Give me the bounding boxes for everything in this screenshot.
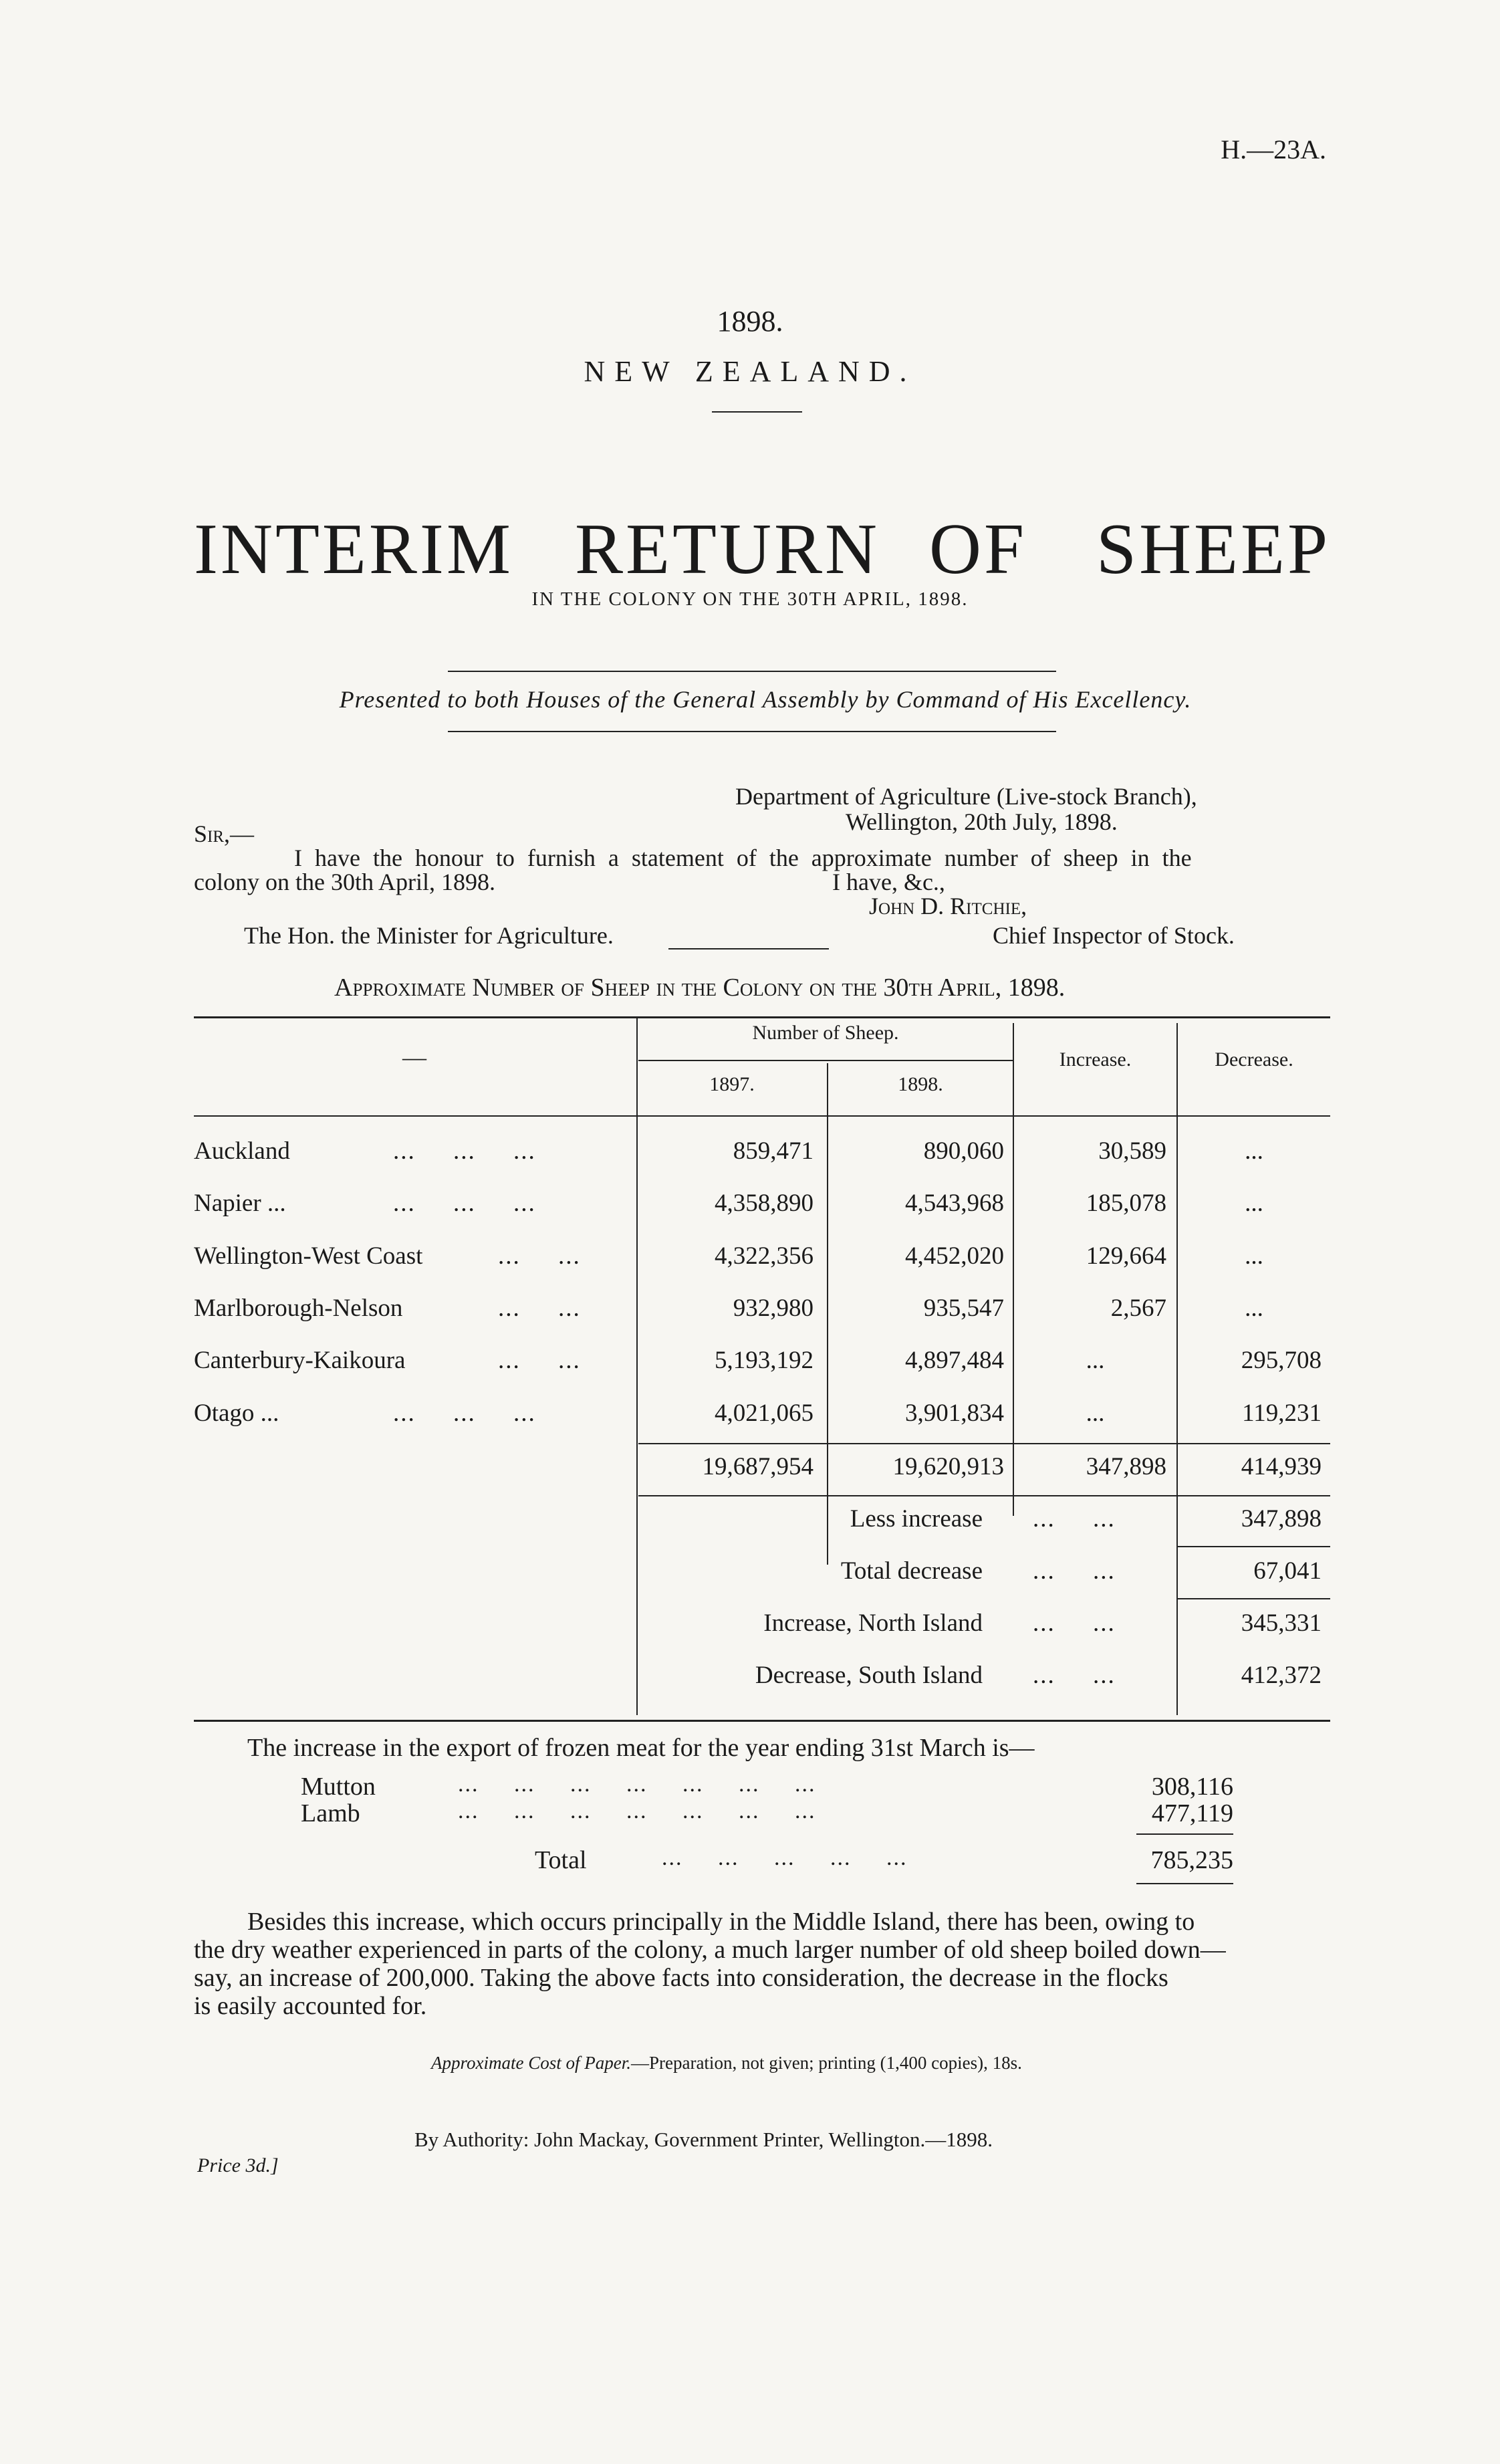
header-1897: 1897. (709, 1073, 755, 1095)
district-leader: ... ... (498, 1347, 581, 1374)
sheep-1897: 4,358,890 (715, 1190, 814, 1217)
increase-value: ... (1086, 1399, 1105, 1427)
district-name: Wellington-West Coast (194, 1242, 423, 1270)
decrease-value: ... (1245, 1190, 1263, 1217)
district-leader: ... ... ... (393, 1190, 536, 1217)
sheep-1898: 890,060 (923, 1137, 1004, 1165)
table-bottom-rule (194, 1720, 1330, 1722)
district-name: Canterbury-Kaikoura (194, 1347, 406, 1374)
letter-closing: I have, &c., (832, 869, 945, 895)
letter-body-line-2: colony on the 30th April, 1898. (194, 869, 495, 895)
decrease-value: 119,231 (1242, 1399, 1322, 1427)
export-total-row (301, 1845, 1237, 1875)
presented-bottom-rule (448, 731, 1056, 732)
table-header-bottom-rule (194, 1115, 1330, 1117)
sheep-1898: 935,547 (923, 1295, 1004, 1322)
sheep-1898: 3,901,834 (905, 1399, 1004, 1427)
paragraph-line-4: is easily accounted for. (194, 1992, 427, 2020)
masthead-year: 1898. (717, 305, 783, 338)
summary-leader: ... ... (1033, 1505, 1116, 1533)
decrease-value: ... (1245, 1137, 1263, 1165)
decrease-value: ... (1245, 1295, 1263, 1322)
district-leader: ... ... ... (393, 1137, 536, 1165)
increase-value: 30,589 (1098, 1137, 1166, 1165)
letter-department: Department of Agriculture (Live-stock Branch), (735, 783, 1197, 810)
letter-rule (668, 948, 829, 949)
export-total-value: 785,235 (1150, 1846, 1233, 1874)
summary-label: Increase, North Island (763, 1609, 983, 1637)
table-row (194, 1242, 1330, 1275)
summary-row (194, 1504, 1330, 1538)
sheep-1897: 5,193,192 (715, 1347, 814, 1374)
header-number-of-sheep: Number of Sheep. (752, 1022, 899, 1044)
presented-line: Presented to both Houses of the General Assembly by Command of His Excellency. (339, 686, 1192, 713)
cost-note-text: —Preparation, not given; printing (1,400 copies), 18s. (630, 2053, 1022, 2073)
sheep-1897: 859,471 (733, 1137, 814, 1165)
totals-bottom-rule (638, 1495, 1330, 1496)
letter-salutation: Sir,— (194, 820, 255, 847)
masthead-country: NEW ZEALAND. (584, 355, 916, 388)
letter-signatory-title: Chief Inspector of Stock. (993, 922, 1235, 949)
title-word-1: INTERIM (194, 510, 513, 589)
table-row (194, 1294, 1330, 1327)
sheep-1898: 4,452,020 (905, 1242, 1004, 1270)
summary-leader: ... ... (1033, 1609, 1116, 1637)
paragraph-line-2: the dry weather experienced in parts of the colony, a much larger number of old sheep boiled down— (194, 1936, 1226, 1964)
export-item-leader: ... ... ... ... ... ... ... (458, 1799, 816, 1823)
letter-addressee: The Hon. the Minister for Agriculture. (244, 922, 614, 949)
header-decrease: Decrease. (1215, 1048, 1293, 1071)
letter-signatory: John D. Ritchie, (869, 893, 1027, 919)
sheep-1897: 932,980 (733, 1295, 814, 1322)
summary-row (194, 1661, 1330, 1694)
export-item (301, 1799, 1237, 1828)
table-row (194, 1189, 1330, 1222)
totals-top-rule (638, 1443, 1330, 1444)
sheep-1898: 4,897,484 (905, 1347, 1004, 1374)
letter-place-date: Wellington, 20th July, 1898. (846, 808, 1118, 835)
header-1898: 1898. (898, 1073, 943, 1095)
export-total-label: Total (535, 1846, 587, 1874)
summary-rule-1 (1178, 1546, 1330, 1547)
paragraph-line-3: say, an increase of 200,000. Taking the above facts into consideration, the decrease in the flocks (194, 1964, 1168, 1992)
title-word-2: RETURN (575, 510, 880, 589)
summary-rule-2 (1178, 1598, 1330, 1599)
title-word-4: SHEEP (1096, 510, 1331, 589)
table-top-rule (194, 1016, 1330, 1018)
increase-value: ... (1086, 1347, 1105, 1374)
summary-label: Total decrease (840, 1557, 983, 1585)
summary-leader: ... ... (1033, 1557, 1116, 1585)
export-total-leader: ... ... ... ... ... (662, 1845, 908, 1870)
export-total-rule (1136, 1883, 1233, 1884)
table-caption: Approximate Number of Sheep in the Colony on the 30th April, 1898. (334, 974, 1066, 1002)
decrease-value: ... (1245, 1242, 1263, 1270)
district-leader: ... ... (498, 1295, 581, 1322)
title-word-3: OF (929, 510, 1027, 589)
summary-leader: ... ... (1033, 1662, 1116, 1689)
district-name: Napier ... (194, 1190, 286, 1217)
paragraph-line-1: Besides this increase, which occurs principally in the Middle Island, there has been, owing to (247, 1908, 1195, 1936)
increase-value: 129,664 (1086, 1242, 1166, 1270)
district-leader: ... ... (498, 1242, 581, 1270)
document-reference: H.—23A. (1221, 134, 1326, 164)
title-subtitle: IN THE COLONY ON THE 30TH APRIL, 1898. (531, 588, 969, 610)
decrease-value: 295,708 (1241, 1347, 1322, 1374)
increase-value: 2,567 (1110, 1295, 1166, 1322)
export-item-value: 308,116 (1151, 1773, 1233, 1801)
district-leader: ... ... ... (393, 1399, 536, 1427)
masthead-rule (712, 411, 802, 413)
presented-top-rule (448, 671, 1056, 672)
export-sum-rule (1136, 1833, 1233, 1835)
total-increase: 347,898 (1086, 1453, 1166, 1480)
sheep-1897: 4,322,356 (715, 1242, 814, 1270)
export-item-leader: ... ... ... ... ... ... ... (458, 1772, 816, 1797)
header-increase: Increase. (1059, 1048, 1132, 1071)
total-decrease: 414,939 (1241, 1453, 1322, 1480)
total-1898: 19,620,913 (892, 1453, 1004, 1480)
export-item (301, 1772, 1237, 1801)
sheep-1898: 4,543,968 (905, 1190, 1004, 1217)
export-item-value: 477,119 (1151, 1799, 1233, 1827)
export-item-label: Mutton (301, 1773, 376, 1801)
table-row (194, 1137, 1330, 1170)
table-row (194, 1399, 1330, 1432)
summary-value: 67,041 (1253, 1557, 1322, 1585)
export-intro: The increase in the export of frozen meat for the year ending 31st March is— (247, 1734, 1035, 1762)
summary-value: 345,331 (1241, 1609, 1322, 1637)
export-item-label: Lamb (301, 1799, 360, 1827)
district-name: Auckland (194, 1137, 290, 1165)
footer-authority: By Authority: John Mackay, Government Printer, Wellington.—1898. (414, 2128, 993, 2151)
totals-row (194, 1452, 1330, 1486)
table-row (194, 1346, 1330, 1379)
summary-value: 412,372 (1241, 1662, 1322, 1689)
footer-price: Price 3d.] (197, 2154, 279, 2176)
summary-row (194, 1609, 1330, 1642)
cost-note (431, 2053, 1022, 2074)
summary-label: Decrease, South Island (755, 1662, 983, 1689)
cost-note-label: Approximate Cost of Paper. (431, 2053, 631, 2073)
total-1897: 19,687,954 (702, 1453, 814, 1480)
summary-value: 347,898 (1241, 1505, 1322, 1533)
header-blank: — (402, 1044, 426, 1071)
letter-body-line-1: I have the honour to furnish a statement of the approximate number of sheep in the (294, 845, 1192, 871)
district-name: Otago ... (194, 1399, 279, 1427)
sheep-1897: 4,021,065 (715, 1399, 814, 1427)
number-of-sheep-rule (638, 1060, 1013, 1061)
district-name: Marlborough-Nelson (194, 1295, 403, 1322)
summary-label: Less increase (850, 1505, 983, 1533)
increase-value: 185,078 (1086, 1190, 1166, 1217)
summary-row (194, 1557, 1330, 1590)
